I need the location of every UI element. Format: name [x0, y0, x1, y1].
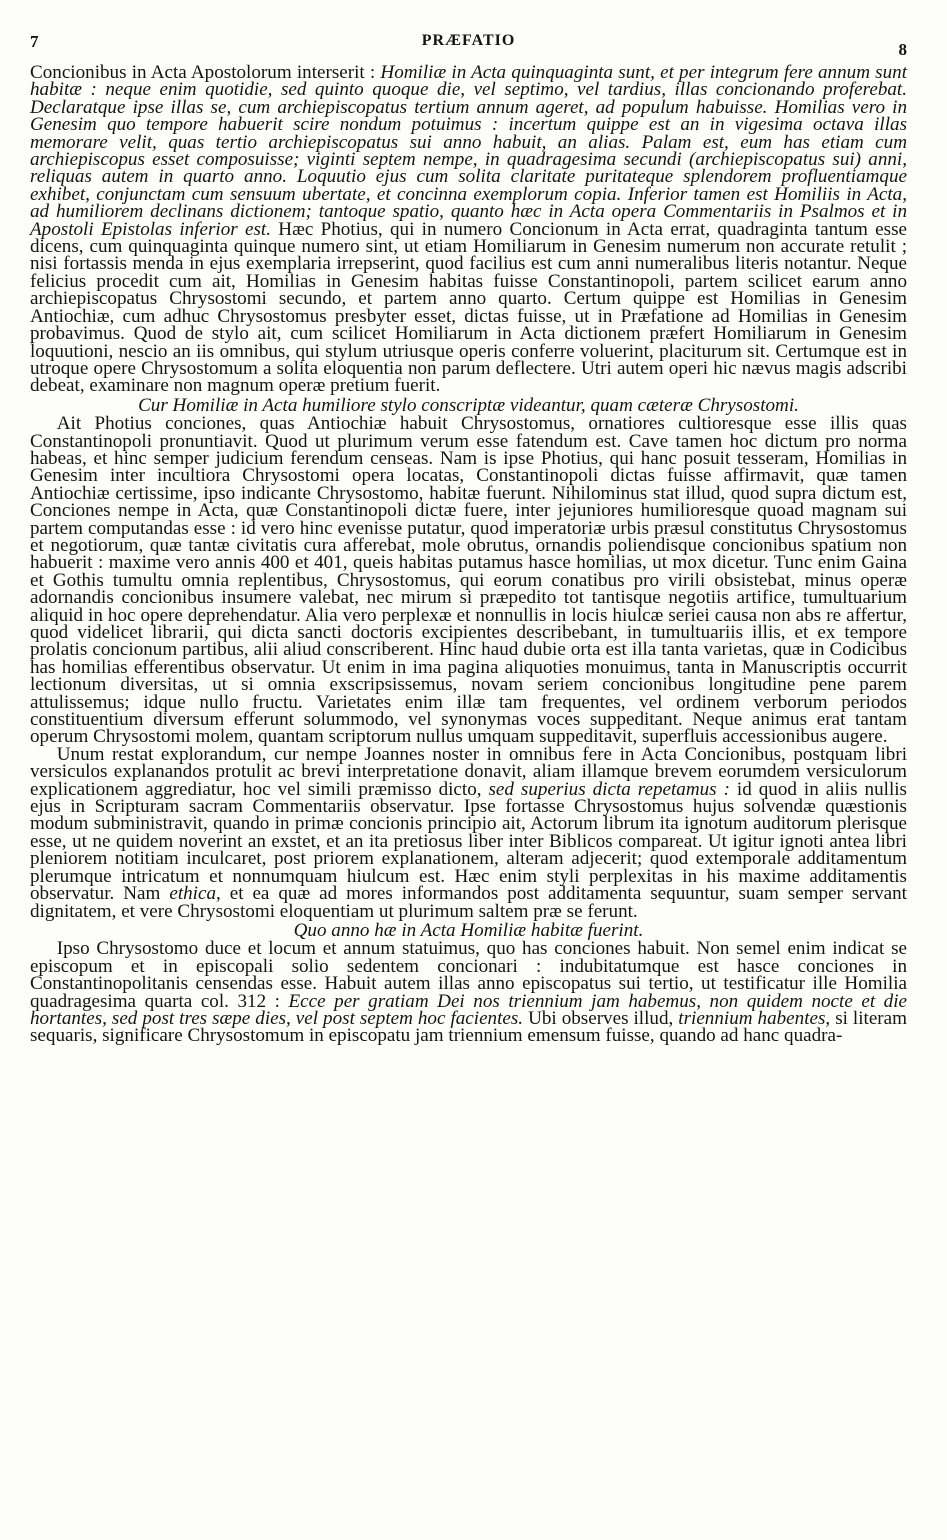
text-segment: Concionibus in Acta Apostolorum interserit : [30, 62, 381, 83]
body-paragraph [30, 743, 907, 922]
text-segment: id quod in aliis nullis ejus in Scripturam sacram Commentariis observatur. Ipse fortasse Chrysostomus hujus solvendæ quæstionis modum subministravit, quando in primæ concionis principio ait, Actorum librum ita ignotum auditorum plerisque esse, ut ne quidem noverint an exstet, et an ita pretiosus liber inter Biblicos compareat. Ut igitur ignoti antea libri pleniorem notitiam inculcaret, post priorem explanationem, alteram adjecerit; quod extemporale additamentum plerumque intricatum et nonnumquam hiulcum est. Hæc enim styli perplexitas in his maxime additamentis observatur. Nam [30, 778, 907, 905]
italic-text: triennium habentes [678, 1007, 826, 1029]
text-segment: Ubi observes illud, [523, 1007, 679, 1029]
page-number-left: 7 [30, 32, 39, 51]
italic-text: Homiliæ in Acta quinquaginta sunt, et per integrum fere annum sunt habitæ : neque enim quotidie, sed quinto quoque die, vel septimo, vel tardius, illas concionando proferebat. Declaratque ipse illas se, cum archiepiscopatus tertium annum ageret, ad populum habuisse. Homilias vero in Genesim quo tempore habuerit scire nondum potuimus : incertum quippe est an in vigesima octava illas memorare velit, quas tertio archiepiscopatus sui anno habuit, an alias. Palam est, eum has etiam cum archiepiscopus esset composuisse; viginti septem nempe, in quadragesima secundi (archiepiscopatus sui) anni, reliquas autem in quarto anno. Loquutio ejus cum solita claritate puritateque splendorem profluentiamque exhibet, conjunctam cum sensuum ubertate, et concinna exemplorum copia. Inferior tamen est Homiliis in Acta, ad humiliorem declinans dictionem; tantoque spatio, quanto hæc in Acta opera Commentariis in Psalmos et in Apostoli Epistolas inferior est. [30, 62, 908, 240]
body-paragraph [30, 938, 908, 1047]
text-segment: Ipso Chrysostomo duce et locum et annum statuimus, quo has conciones habuit. Non semel enim indicat se episcopum et in episcopali solio sedentem concionari : indubitatumque est hasce conciones in Constantinopolitanis censendas esse. Habuit autem illas anno episcopatus sui tertio, ut testificatur ille Homilia quadragesima quarta col. 312 : [30, 938, 907, 1012]
text-segment: Ait Photius conciones, quas Antiochiæ habuit Chrysostomus, ornatiores cultioresque esse illis quas Constantinopoli pronuntiavit. Quod ut plurimum verum esse fatendum est. Cave tamen hoc dictum pro norma habeas, et hinc semper judicium ferendum censeas. Nam is ipse Photius, qui hanc posuit tesseram, Homilias in Genesim inter incultiora Chrysostomi opera locatas, Constantinopoli dictas fuisse affirmavit, quæ tamen Antiochiæ certissime, ipso indicante Chrysostomo, habitæ fuerunt. Nihilominus stat illud, quod supra dictum est, Conciones nempe in Acta, quæ Constantinopoli dictæ fuere, inter jejuniores humilioresque quoad magnam sui partem computandas esse : id vero hinc evenisse putatur, quod imperatoriæ urbis præsul constitutus Chrysostomus et negotiorum, quæ tantæ civitatis cura afferebat, mole obrutus, ornandis poliendisque concionibus spatium non habuerit : maxime vero annis 400 et 401, queis habitas putamus hasce homilias, ut mox dicetur. Tunc enim Gaina et Gothis tumultu omnia replentibus, Chrysostomus, qui eorum conatibus pro virili obsistebat, minus operæ adornandis concionibus insumere valebat, nec mirum si præpedito tot tantisque negotiis artifice, tumultuarium aliquid in hoc opere deprehendatur. Alia vero perplexæ et nonnullis in locis hiulcæ seriei causa non abs re affertur, quod videlicet librarii, qui dicta sancti doctoris excipientes describebant, in tumultuariis illis, et ex tempore prolatis concionum partibus, alii aliud conscriberent. Hinc haud dubie orta est illa tanta varietas, quæ in Codicibus has homilias efferentibus observatur. Ut enim in ima pagina aliquoties monuimus, tanta in Manuscriptis occurrit lectionum diversitas, ut si omnia exscripsissemus, novam seriem concionibus longitudine pene parem attulissemus; idque nullo fructu. Varietates enim illæ tam frequentes, vel ordinem verborum periodos constituentium diversum efferunt solummodo, vel synonymas voces suppeditant. Neque animus erat tantam operum Chrysostomi molem, quantam scriptorum nullus umquam suppeditavit, superfluis accessionibus augere. [30, 413, 907, 748]
section-subheading [30, 394, 907, 416]
body-text [30, 64, 907, 1045]
italic-text: Ecce per gratiam Dei nos triennium jam habemus, non quidem nocte et die hortantes, sed post tres sæpe dies, vel post septem hoc facientes. [30, 990, 908, 1029]
body-paragraph [30, 64, 907, 395]
page-number-right: 8 [898, 40, 907, 59]
section-subheading [30, 919, 907, 941]
italic-text: ethica [169, 883, 216, 905]
running-title: PRÆFATIO [421, 32, 516, 49]
page-header [30, 30, 907, 59]
italic-text: Cur Homiliæ in Acta humiliore stylo conscriptæ videantur, quam cæteræ Chrysostomi. [138, 394, 799, 416]
text-segment: , si literam sequaris, significare Chrysostomum in episcopatu jam triennium emensum fuisse, quando ad hanc quadra- [30, 1007, 907, 1047]
text-segment: Unum restat explorandum, cur nempe Joannes noster in omnibus fere in Acta Concionibus, postquam libri versiculos explanandos protulit ac brevi interpretatione donavit, aliam illamque brevem eorumdem versiculorum explicationem aggrediatur, hoc vel simili præmisso dicto, [30, 743, 907, 800]
body-paragraph [30, 415, 907, 746]
text-segment: , et ea quæ ad mores informandos post additamenta sequuntur, suam semper servant dignitatem, et vere Chrysostomi eloquentiam ut plurimum saltem præ se ferunt. [30, 883, 907, 922]
italic-text: sed superius dicta repetamus : [488, 778, 730, 800]
italic-text: Quo anno hæ in Acta Homiliæ habitæ fuerint. [293, 919, 644, 941]
text-segment: Hæc Photius, qui in numero Concionum in Acta errat, quadraginta tantum esse dicens, cum quinquaginta quinque numero sint, ut etiam Homiliarum in Genesim numerum non accurate retulit ; nisi fortassis menda in ejus exemplaria irrepserint, quod facilius est cum anni numeralibus literis notantur. Neque felicius procedit cum ait, Homilias in Genesim habitas fuisse Constantinopoli, partem scilicet earum anno archiepiscopatus Chrysostomi secundo, et partem anno quarto. Certum quippe est Homilias in Genesim Antiochiæ, cum adhuc Chrysostomus presbyter esset, dictas fuisse, ut in Præfatione ad Homilias in Genesim probavimus. Quod de stylo ait, cum scilicet Homiliarum in Acta dictionem præfert Homiliarum in Genesim loquutioni, nescio an iis omnibus, qui stylum utriusque operis conferre voluerint, placiturum sit. Certumque est in utroque opere Chrysostomum a solita eloquentia non parum deflectere. Utri autem operi hic nævus magis adscribi debeat, examinare non magnum operæ pretium fuerit. [30, 218, 907, 397]
